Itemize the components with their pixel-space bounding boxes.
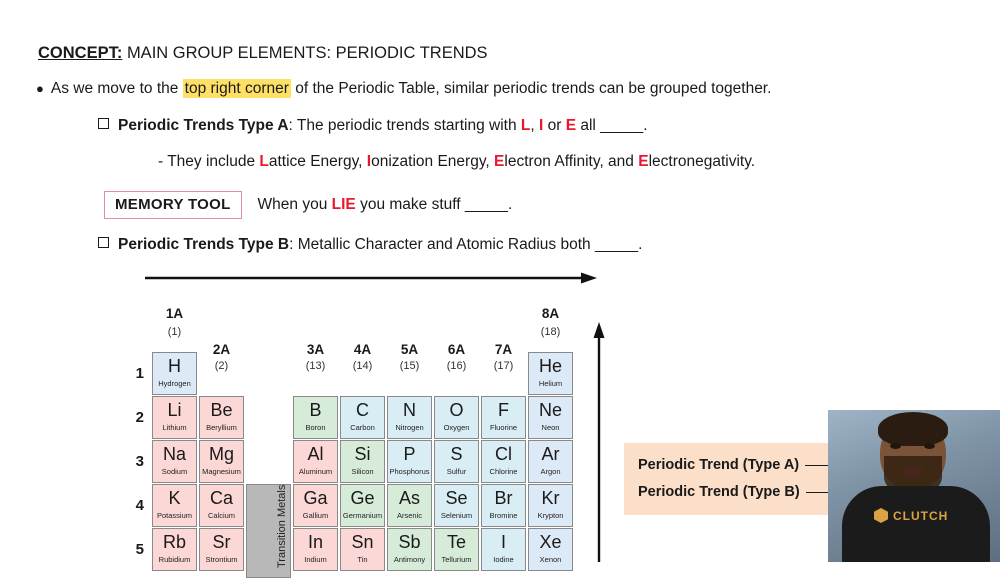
element-cell-Al[interactable]	[293, 440, 338, 483]
element-symbol: K	[168, 488, 181, 508]
element-name: Beryllium	[206, 423, 237, 432]
element-symbol: H	[168, 356, 181, 376]
element-cell-I[interactable]	[481, 528, 526, 571]
element-name: Tin	[357, 555, 368, 564]
element-cell-Ga[interactable]	[293, 484, 338, 527]
element-name: Carbon	[350, 423, 375, 432]
element-cell-In[interactable]	[293, 528, 338, 571]
element-cell-B[interactable]	[293, 396, 338, 439]
type-a-label: Periodic Trends Type A	[118, 117, 289, 134]
period-number-5: 5	[135, 541, 144, 558]
element-cell-He[interactable]	[528, 352, 573, 395]
element-cell-Ca[interactable]	[199, 484, 244, 527]
memory-tool-row	[104, 191, 512, 219]
element-name: Sodium	[161, 467, 188, 476]
type-a-line	[98, 117, 648, 135]
element-cell-Na[interactable]	[152, 440, 197, 483]
group-label-5A: 5A	[400, 342, 419, 357]
type-a-letter-e: E	[565, 117, 577, 134]
element-symbol: Ca	[209, 488, 233, 508]
element-name: Boron	[305, 423, 326, 432]
vertical-trend-arrow-icon	[592, 322, 606, 562]
ionization-text: onization Energy,	[371, 153, 495, 170]
element-name: Neon	[541, 423, 560, 432]
instructor-shirt	[842, 486, 990, 562]
ionization-initial: I	[366, 153, 372, 170]
lattice-initial: L	[259, 153, 269, 170]
element-symbol: Al	[307, 444, 324, 464]
type-a-blank: _____	[600, 117, 644, 134]
group-number-16: (16)	[446, 360, 467, 372]
memory-lie: LIE	[331, 196, 356, 213]
electron-affinity-text: lectron Affinity, and	[504, 153, 639, 170]
instructor-hair	[878, 412, 948, 446]
group-label-4A: 4A	[353, 342, 372, 357]
type-b-blank: _____	[594, 236, 639, 253]
element-symbol: Se	[445, 488, 468, 508]
element-cell-Kr[interactable]	[528, 484, 573, 527]
instructor-eye-right	[924, 443, 935, 449]
element-cell-P[interactable]	[387, 440, 432, 483]
element-symbol: Be	[210, 400, 233, 420]
element-name: Bromine	[489, 511, 518, 520]
element-symbol: Sn	[351, 532, 374, 552]
memory-blank: _____	[464, 196, 509, 213]
group-number-15: (15)	[399, 360, 420, 372]
lattice-text: attice Energy,	[268, 153, 367, 170]
bullet-text-pre: As we move to the	[50, 80, 183, 97]
element-symbol: Mg	[208, 444, 234, 464]
element-name: Phosphorus	[389, 467, 430, 476]
element-name: Rubidium	[158, 555, 191, 564]
element-name: Fluorine	[489, 423, 518, 432]
electronegativity-initial: E	[638, 153, 649, 170]
period-number-4: 4	[135, 497, 144, 514]
bullet-text-post: of the Periodic Table, similar periodic trends can be grouped together.	[290, 80, 772, 97]
element-symbol: He	[538, 356, 562, 376]
memory-post: you make stuff	[355, 196, 465, 213]
element-name: Tellurium	[441, 555, 472, 564]
group-number-13: (13)	[305, 360, 326, 372]
element-cell-Ge[interactable]	[340, 484, 385, 527]
element-symbol: C	[356, 400, 369, 420]
element-name: Gallium	[302, 511, 329, 520]
group-number-14: (14)	[352, 360, 373, 372]
element-symbol: As	[398, 488, 420, 508]
element-name: Iodine	[493, 555, 514, 564]
type-a-examples-line	[158, 153, 755, 171]
group-number-2: (2)	[214, 360, 229, 372]
element-name: Helium	[538, 379, 563, 388]
element-name: Potassium	[156, 511, 192, 520]
element-symbol: Cl	[495, 444, 512, 464]
element-cell-O[interactable]	[434, 396, 479, 439]
horizontal-trend-arrow-icon	[145, 272, 597, 284]
element-symbol: P	[403, 444, 416, 464]
element-name: Xenon	[539, 555, 562, 564]
intro-bullet	[36, 80, 771, 98]
element-name: Krypton	[537, 511, 564, 520]
element-name: Oxygen	[443, 423, 470, 432]
element-cell-C[interactable]	[340, 396, 385, 439]
element-cell-Sn[interactable]	[340, 528, 385, 571]
element-symbol: Na	[162, 444, 186, 464]
group-label-8A: 8A	[541, 306, 560, 321]
group-number-17: (17)	[493, 360, 514, 372]
element-name: Antimony	[393, 555, 426, 564]
electronegativity-text: lectronegativity.	[648, 153, 756, 170]
transition-metals-label: Transition Metals	[276, 484, 288, 568]
type-a-period: .	[643, 117, 648, 134]
highlight-top-right-corner: top right corner	[184, 80, 289, 97]
element-symbol: Kr	[541, 488, 560, 508]
type-a-comma: ,	[530, 117, 539, 134]
element-symbol: N	[403, 400, 416, 420]
memory-tool-badge: MEMORY TOOL	[104, 191, 242, 219]
element-cell-As[interactable]	[387, 484, 432, 527]
trend-type-b-label: Periodic Trend (Type B)	[638, 484, 800, 500]
element-symbol: Ga	[303, 488, 328, 508]
element-name: Nitrogen	[395, 423, 424, 432]
instructor-video[interactable]	[828, 410, 1000, 562]
element-name: Arsenic	[396, 511, 422, 520]
instructor-eye-left	[890, 443, 901, 449]
element-symbol: O	[449, 400, 464, 420]
group-label-7A: 7A	[494, 342, 513, 357]
period-number-3: 3	[135, 453, 144, 470]
element-symbol: Si	[354, 444, 371, 464]
checkbox-square-icon	[98, 237, 109, 248]
element-cell-Ne[interactable]	[528, 396, 573, 439]
element-symbol: Xe	[539, 532, 562, 552]
concept-label: CONCEPT:	[38, 44, 123, 62]
element-cell-S[interactable]	[434, 440, 479, 483]
memory-period: .	[508, 196, 513, 213]
clutch-wordmark: CLUTCH	[893, 508, 949, 523]
element-name: Indium	[304, 555, 327, 564]
element-symbol: Ge	[350, 488, 375, 508]
element-name: Argon	[540, 467, 561, 476]
group-label-2A: 2A	[212, 342, 231, 357]
element-cell-Sb[interactable]	[387, 528, 432, 571]
element-cell-H[interactable]	[152, 352, 197, 395]
element-symbol: S	[450, 444, 463, 464]
dash-text: - They include	[158, 153, 260, 170]
element-symbol: Sr	[212, 532, 231, 552]
clutch-logo	[874, 508, 948, 523]
element-cell-F[interactable]	[481, 396, 526, 439]
trend-type-a-label: Periodic Trend (Type A)	[638, 457, 800, 473]
element-symbol: F	[498, 400, 509, 420]
group-label-3A: 3A	[306, 342, 325, 357]
bullet-dot-icon: ●	[36, 81, 44, 97]
element-name: Calcium	[207, 511, 236, 520]
type-b-period: .	[638, 236, 643, 253]
element-cell-Ar[interactable]	[528, 440, 573, 483]
element-cell-Li[interactable]	[152, 396, 197, 439]
element-symbol: Sb	[398, 532, 421, 552]
page-title	[38, 44, 488, 63]
element-cell-Mg[interactable]	[199, 440, 244, 483]
element-symbol: In	[307, 532, 323, 552]
element-cell-N[interactable]	[387, 396, 432, 439]
type-b-label: Periodic Trends Type B	[118, 236, 290, 253]
element-cell-Se[interactable]	[434, 484, 479, 527]
electron-affinity-initial: E	[494, 153, 505, 170]
element-cell-K[interactable]	[152, 484, 197, 527]
type-a-or: or	[543, 117, 566, 134]
type-a-text-1: : The periodic trends starting with	[288, 117, 521, 134]
group-number-1: (1)	[167, 326, 182, 338]
type-a-text-2: all	[576, 117, 601, 134]
memory-tool-text	[258, 196, 513, 214]
element-symbol: Ne	[538, 400, 562, 420]
type-b-text: : Metallic Character and Atomic Radius both	[289, 236, 595, 253]
element-symbol: Rb	[162, 532, 186, 552]
element-cell-Be[interactable]	[199, 396, 244, 439]
group-number-18: (18)	[540, 326, 561, 338]
element-cell-Cl[interactable]	[481, 440, 526, 483]
type-b-line	[98, 236, 642, 254]
element-symbol: I	[500, 532, 506, 552]
element-name: Lithium	[162, 423, 187, 432]
element-name: Chlorine	[489, 467, 518, 476]
hexagon-icon	[874, 508, 888, 523]
type-a-letter-i: I	[538, 117, 544, 134]
element-name: Germanium	[342, 511, 383, 520]
checkbox-square-icon	[98, 118, 109, 129]
element-symbol: B	[309, 400, 322, 420]
element-cell-Si[interactable]	[340, 440, 385, 483]
element-name: Silicon	[351, 467, 374, 476]
element-symbol: Br	[494, 488, 513, 508]
period-number-1: 1	[135, 365, 144, 382]
element-name: Aluminum	[298, 467, 333, 476]
type-a-letter-l: L	[520, 117, 531, 134]
element-name: Magnesium	[202, 467, 241, 476]
period-number-2: 2	[135, 409, 144, 426]
element-name: Sulfur	[446, 467, 467, 476]
element-cell-Br[interactable]	[481, 484, 526, 527]
element-cell-Te[interactable]	[434, 528, 479, 571]
concept-title: MAIN GROUP ELEMENTS: PERIODIC TRENDS	[126, 44, 488, 62]
element-cell-Rb[interactable]	[152, 528, 197, 571]
memory-pre: When you	[257, 196, 332, 213]
element-symbol: Te	[446, 532, 466, 552]
element-name: Strontium	[205, 555, 238, 564]
group-label-6A: 6A	[447, 342, 466, 357]
element-symbol: Ar	[541, 444, 560, 464]
element-cell-Xe[interactable]	[528, 528, 573, 571]
element-symbol: Li	[167, 400, 182, 420]
group-label-1A: 1A	[165, 306, 184, 321]
element-cell-Sr[interactable]	[199, 528, 244, 571]
element-name: Hydrogen	[158, 379, 191, 388]
element-name: Selenium	[440, 511, 473, 520]
